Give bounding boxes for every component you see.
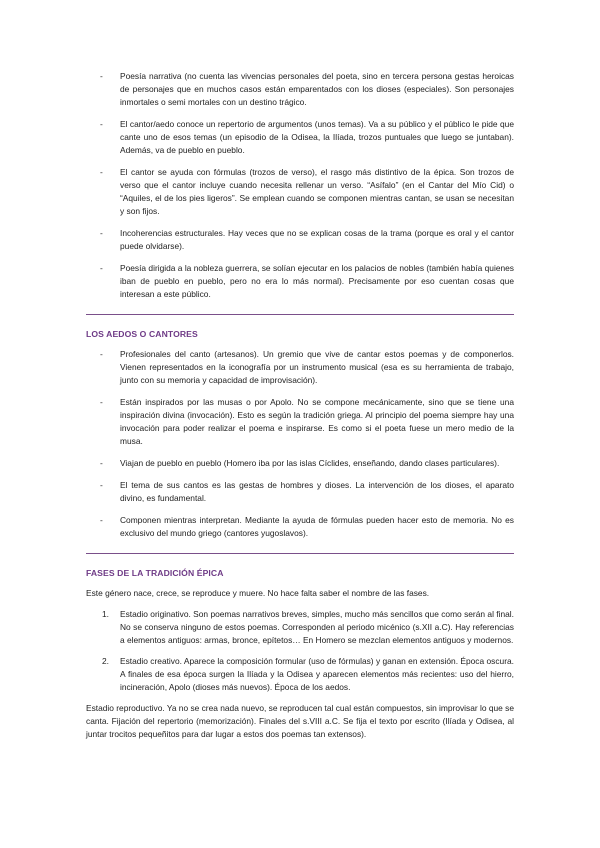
- list-item: 2. Estadio creativo. Aparece la composición formular (uso de fórmulas) y ganan en extensión. Época oscura. A finales de esa época surgen la Ilíada y la Odisea y aparecen elementos más recientes: uso del hierro, incineración, Apolo (dioses más nuevos). Época de los aedos.: [102, 656, 514, 692]
- fases-closing: Estadio reproductivo. Ya no se crea nada nuevo, se reproducen tal cual están compuestos, sin improvisar lo que se canta. Fijación del repertorio (memorización). Finales del s.VIII a.C. Se fija el texto por escrito (Ilíada y Odisea, al juntar trocitos pequeñitos para dar lugar a estos dos poemas tan extensos).: [86, 703, 514, 739]
- section-heading-aedos: LOS AEDOS O CANTORES: [86, 329, 198, 339]
- list-item: - Poesía narrativa (no cuenta las vivencias personales del poeta, sino en tercera persona gestas heroicas de personajes que en muchos casos están emparentados con los dioses (especiales). Son personajes inmortales o semi mortales con un destino trágico.: [100, 71, 514, 107]
- list-item: - Poesía dirigida a la nobleza guerrera, se solían ejecutar en los palacios de nobles (también había quienes iban de pueblo en pueblo, pero no era lo más normal). Precisamente por eso cuentan cosas que interesan a este público.: [100, 263, 514, 299]
- section-heading-fases: FASES DE LA TRADICIÓN ÉPICA: [86, 568, 224, 578]
- list-item: - Viajan de pueblo en pueblo (Homero iba por las islas Cíclides, enseñando, dando clases particulares).: [100, 458, 500, 468]
- section-divider: [86, 314, 514, 315]
- fases-list: [86, 608, 514, 694]
- features-list: [86, 70, 514, 301]
- list-item: 1. Estadio originativo. Son poemas narrativos breves, simples, mucho más sencillos que como serán al final. No se conserva ninguno de estos poemas. Corresponden al periodo micénico (s.XII a.C). Hay referencias a elementos antiguos: armas, bronce, epítetos… En Homero se mezclan elementos antiguos y modernos.: [102, 609, 514, 645]
- list-item: - Incoherencias estructurales. Hay veces que no se explican cosas de la trama (porque es oral y el cantor puede olvidarse).: [100, 228, 514, 251]
- aedos-list: [86, 348, 514, 540]
- list-item: - Profesionales del canto (artesanos). Un gremio que vive de cantar estos poemas y de componerlos. Vienen representados en la iconografía por un instrumento musical (esa es su herramienta de trabajo, junto con su memoria y capacidad de improvisación).: [100, 349, 514, 385]
- fases-intro: Este género nace, crece, se reproduce y muere. No hace falta saber el nombre de las fases.: [86, 588, 430, 598]
- list-item: - El cantor se ayuda con fórmulas (trozos de verso), el rasgo más distintivo de la épica. Son trozos de verso que el cantor incluye cuando necesita rellenar un verso. “Asífalo” (en el Cantar del Mío Cid) o “Aquiles, el de los pies ligeros”. Se emplean cuando se componen mientras cantan, se usan se necesitan y son fijos.: [100, 167, 514, 216]
- section-divider: [86, 553, 514, 554]
- list-item: - El cantor/aedo conoce un repertorio de argumentos (unos temas). Va a su público y el público le pide que cante uno de esos temas (un episodio de la Odisea, la Ilíada, trozos puntuales que luego se juntaban). Además, va de pueblo en pueblo.: [100, 119, 514, 155]
- list-item: - Componen mientras interpretan. Mediante la ayuda de fórmulas pueden hacer esto de memoria. No es exclusivo del mundo griego (cantores yugoslavos).: [100, 515, 514, 538]
- list-item: - Están inspirados por las musas o por Apolo. No se compone mecánicamente, sino que se tiene una inspiración divina (invocación). Esto es según la tradición griega. Al principio del poema siempre hay una invocación para poder realizar el poema e inspirarse. Es como si el poeta fuese un mero medio de la musa.: [100, 397, 514, 446]
- list-item: - El tema de sus cantos es las gestas de hombres y dioses. La intervención de los dioses, el aparato divino, es fundamental.: [100, 480, 514, 503]
